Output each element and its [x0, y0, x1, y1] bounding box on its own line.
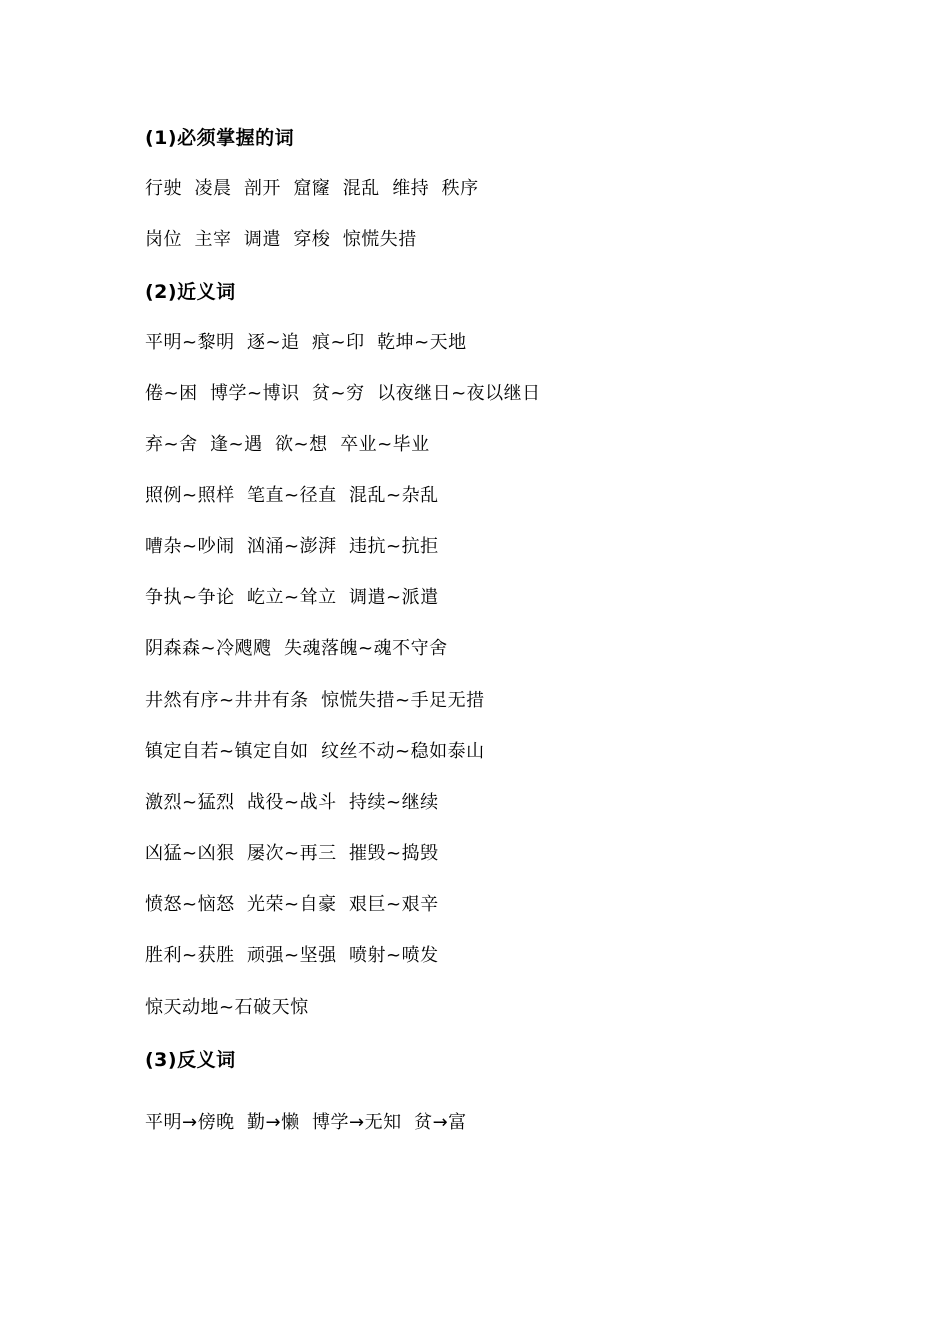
synonym-line: 镇定自若~镇定自如 纹丝不动~稳如泰山 [145, 741, 485, 762]
section-heading-synonyms: (2)近义词 [145, 281, 236, 303]
section-heading-must-master: (1)必须掌握的词 [145, 127, 295, 149]
section-heading-antonyms: (3)反义词 [145, 1049, 236, 1071]
synonym-line: 弃~舍 逢~遇 欲~想 卒业~毕业 [145, 434, 430, 455]
synonym-line: 惊天动地~石破天惊 [145, 997, 309, 1018]
word-line: 行驶 凌晨 剖开 窟窿 混乱 维持 秩序 [145, 178, 479, 199]
synonym-line: 嘈杂~吵闹 汹涌~澎湃 违抗~抗拒 [145, 536, 439, 557]
synonym-line: 井然有序~井井有条 惊慌失措~手足无措 [145, 690, 485, 711]
synonym-line: 阴森森~冷飕飕 失魂落魄~魂不守舍 [145, 638, 448, 659]
synonym-line: 倦~困 博学~博识 贫~穷 以夜继日~夜以继日 [145, 383, 541, 404]
synonym-line: 平明~黎明 逐~追 痕~印 乾坤~天地 [145, 332, 467, 353]
word-line: 岗位 主宰 调遣 穿梭 惊慌失措 [145, 229, 417, 250]
synonym-line: 激烈~猛烈 战役~战斗 持续~继续 [145, 792, 439, 813]
synonym-line: 争执~争论 屹立~耸立 调遣~派遣 [145, 587, 439, 608]
antonym-line: 平明→傍晚 勤→懒 博学→无知 贫→富 [145, 1112, 467, 1133]
synonym-line: 照例~照样 笔直~径直 混乱~杂乱 [145, 485, 439, 506]
synonym-line: 愤怒~恼怒 光荣~自豪 艰巨~艰辛 [145, 894, 439, 915]
synonym-line: 凶猛~凶狠 屡次~再三 摧毁~捣毁 [145, 843, 439, 864]
synonym-line: 胜利~获胜 顽强~坚强 喷射~喷发 [145, 945, 439, 966]
